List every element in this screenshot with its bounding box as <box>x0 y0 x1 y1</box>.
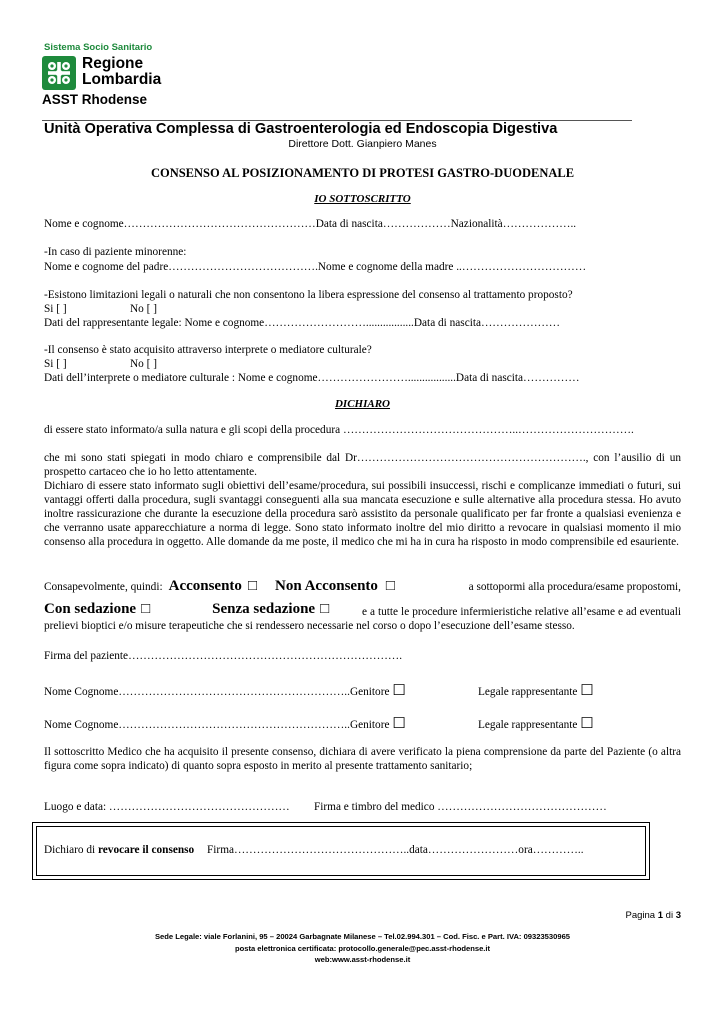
doctor-statement: Il sottoscritto Medico che ha acquisito il presente consenso, dichiara di avere verificato la piena comprensione da parte del Paziente (o altra figura come sopra indicato) di quanto sopra esposto in merito al presente trattamento sanitario; <box>44 746 681 772</box>
legal-rep-checkbox-2[interactable]: ☐ <box>580 716 594 732</box>
patient-signature-line: Firma del paziente………………………………………………………………. <box>44 650 403 662</box>
logo-system-text: Sistema Socio Sanitario <box>44 42 153 53</box>
logo-region-line1: Regione <box>82 55 144 72</box>
page-total: 3 <box>675 910 681 921</box>
document-title: CONSENSO AL POSIZIONAMENTO DI PROTESI GASTRO-DUODENALE <box>150 166 575 180</box>
parent-checkbox-1[interactable]: ☐ <box>392 683 406 699</box>
logo-region-name <box>82 56 161 88</box>
consent-prefix: Consapevolmente, quindi: <box>44 581 163 593</box>
consent-suffix: a sottopormi alla procedura/esame propostomi, <box>468 581 681 593</box>
informed-procedure-line: di essere stato informato/a sulla natura e gli scopi della procedura ………………………………………..…………………………. <box>44 424 634 436</box>
footer-legal-address: Sede Legale: viale Forlanini, 95 – 20024 Garbagnate Milanese – Tel.02.994.301 – Cod. Fisc. e Part. IVA: 09323530965 <box>154 932 571 941</box>
page-number: 1 <box>657 910 664 921</box>
doctor-signature-line: Firma e timbro del medico ……………………………………… <box>314 801 607 813</box>
logo-region-line2: Lombardia <box>82 71 162 88</box>
legal-rep-label-2: Legale rappresentante <box>478 719 578 731</box>
legal-limit-no[interactable]: No [ ] <box>130 303 157 315</box>
consent-no-label: Non Acconsento <box>275 578 378 594</box>
minor-parents-line: Nome e cognome del padre………………………………….Nome e cognome della madre ..…………………………… <box>44 261 587 273</box>
consent-choice-row <box>44 578 681 595</box>
footer-web: web:www.asst-rhodense.it <box>314 955 411 964</box>
legal-rep-label-1: Legale rappresentante <box>478 686 578 698</box>
revoke-signature-fields: Firma………………………………………..data……………………ora………….. <box>207 844 584 856</box>
patient-data-line: Nome e cognome……………………………………………Data di nascita………………Nazionalità……………….. <box>44 218 577 230</box>
footer-pec: posta elettronica certificata: protocollo.generale@pec.asst-rhodense.it <box>234 944 491 953</box>
consent-no-checkbox[interactable]: □ <box>385 578 395 594</box>
minor-intro: -In caso di paziente minorenne: <box>44 246 187 258</box>
legal-rep-option-1 <box>478 681 594 700</box>
consent-yes-label: Acconsento <box>168 578 242 594</box>
director-name: Direttore Dott. Gianpiero Manes <box>288 138 437 150</box>
place-date-line: Luogo e data: ………………………………………… <box>44 801 290 813</box>
revoke-bold-label: revocare il consenso <box>97 844 195 856</box>
revoke-prefix: Dichiaro di <box>44 844 96 856</box>
parent-checkbox-2[interactable]: ☐ <box>392 716 406 732</box>
legal-rep-checkbox-1[interactable]: ☐ <box>580 683 594 699</box>
name-row-2 <box>44 714 406 733</box>
name-row-1-text: Nome Cognome……………………………………………………..Genitore <box>44 686 390 698</box>
sedation-no-label: Senza sedazione <box>212 601 316 617</box>
sedation-no-checkbox[interactable]: □ <box>320 601 330 617</box>
page-word: Pagina <box>625 910 656 921</box>
interpreter-line: Dati dell’interprete o mediatore culturale : Nome e cognome…………………….................Data di nascita…………… <box>44 372 580 384</box>
interpreter-yes[interactable]: Si [ ] <box>44 358 67 370</box>
sedation-yes-label: Con sedazione <box>44 601 137 617</box>
name-row-1 <box>44 681 406 700</box>
page-indicator <box>500 910 681 921</box>
section-io-sottoscritto: IO SOTTOSCRITTO <box>314 193 411 205</box>
interpreter-no[interactable]: No [ ] <box>130 358 157 370</box>
page-of: di <box>665 910 674 921</box>
logo-asst-name: ASST Rhodense <box>42 92 148 107</box>
legal-rep-line: Dati del rappresentante legale: Nome e cognome……………………….................Data di nascita………………… <box>44 317 561 329</box>
unit-title: Unità Operativa Complessa di Gastroenterologia ed Endoscopia Digestiva <box>44 121 558 137</box>
informed-paragraph: Dichiaro di essere stato informato sugli obiettivi dell’esame/procedura, sui possibili insuccessi, rischi e complicanze immediati o futuri, sui vantaggi offerti dalla procedura, sugli svantaggi conseguenti alla sua mancata esecuzione e sulle alternative alla procedura stessa. Ho avuto inoltre rassicurazione che durante la esecuzione della procedura sarò assistito da personale qualificato per far fronte a qualsiasi evenienza e che verranno usate apparecchiature a norma di legge. Sono stato informato inoltre del mio diritto a revocare in qualsiasi momento il mio consenso alla procedura in oggetto. Alle domande da me poste, il medico che mi ha in cura ha risposto in modo comprensibile ed esauriente. <box>44 480 681 548</box>
legal-limit-yes[interactable]: Si [ ] <box>44 303 67 315</box>
explained-paragraph: che mi sono stati spiegati in modo chiaro e comprensibile dal Dr……………………………………………………., con l’ausilio di un prospetto cartaceo che io ho letto attentamente. <box>44 452 681 478</box>
sedation-paragraph: e a tutte le procedure infermieristiche relative all’esame e ad eventuali prelievi bioptici e/o misure terapeutiche che si rendessero necessarie nel corso o dopo l’esecuzione dell’esame stesso. <box>44 606 681 632</box>
legal-limit-question: -Esistono limitazioni legali o naturali che non consentono la libera espressione del consenso al trattamento proposto? <box>44 289 573 301</box>
consent-yes-checkbox[interactable]: □ <box>247 578 257 594</box>
name-row-2-text: Nome Cognome……………………………………………………..Genitore <box>44 719 390 731</box>
section-dichiaro: DICHIARO <box>334 398 391 410</box>
interpreter-question: -Il consenso è stato acquisito attraverso interprete o mediatore culturale? <box>44 344 372 356</box>
revoke-consent-line <box>44 844 584 856</box>
regione-lombardia-logo-icon <box>42 56 76 90</box>
sedation-yes-checkbox[interactable]: □ <box>141 601 151 617</box>
legal-rep-option-2 <box>478 714 594 733</box>
